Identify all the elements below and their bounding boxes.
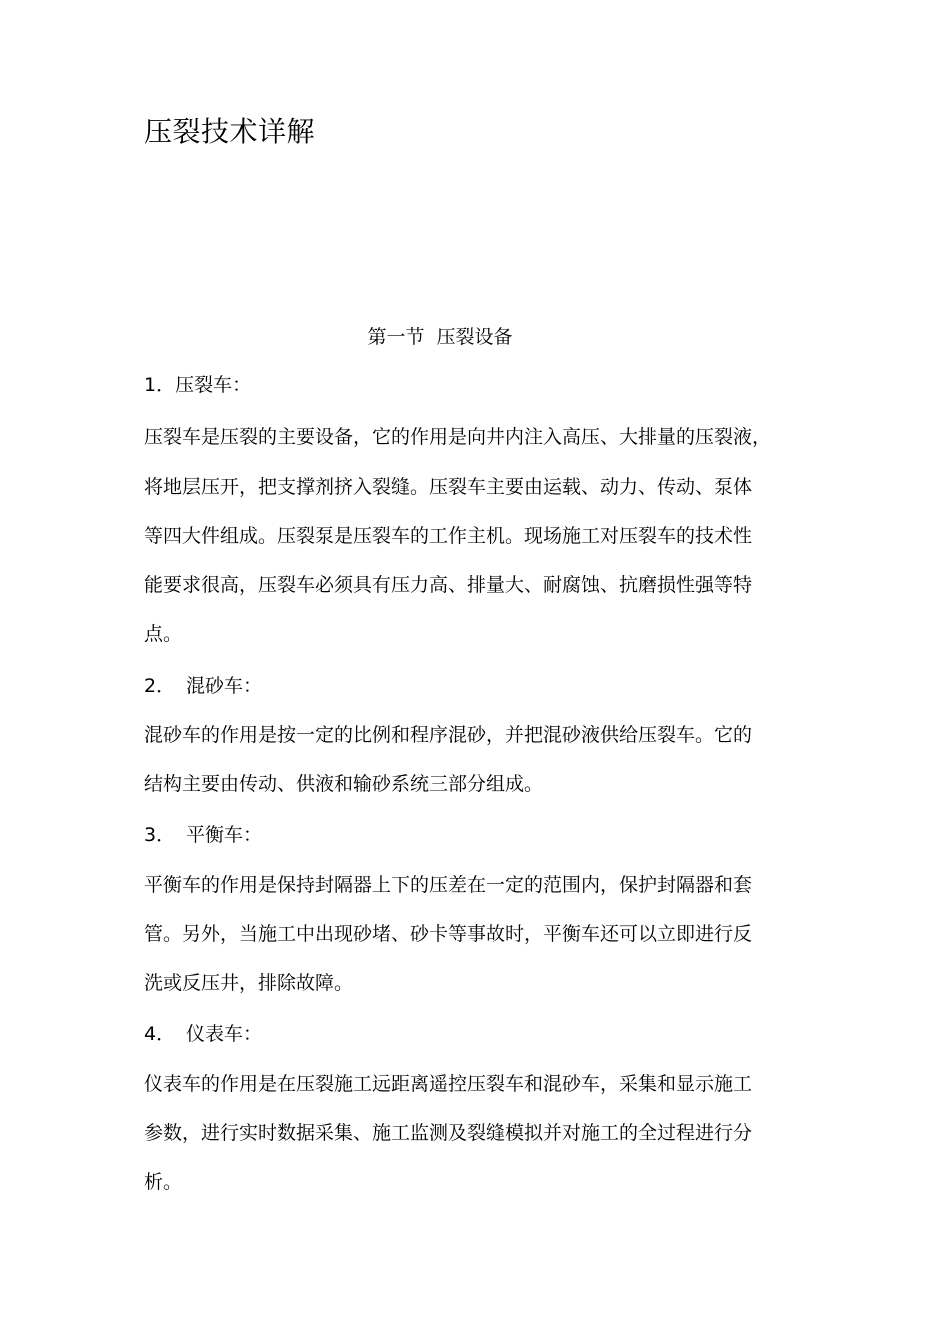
item-label: 平衡车： xyxy=(186,824,263,846)
paragraph-line: 平衡车的作用是保持封隔器上下的压差在一定的范围内，保护封隔器和套 xyxy=(144,874,753,896)
item-heading xyxy=(144,1020,262,1048)
item-number: 2． xyxy=(144,675,176,697)
item-number: 1． xyxy=(144,374,176,396)
paragraph-line: 管。另外，当施工中出现砂堵、砂卡等事故时，平衡车还可以立即进行反 xyxy=(144,923,753,945)
paragraph-line: 结构主要由传动、供液和输砂系统三部分组成。 xyxy=(144,773,544,795)
item-label: 混砂车： xyxy=(186,675,263,697)
item-heading xyxy=(144,821,262,849)
paragraph-line: 洗或反压井，排除故障。 xyxy=(144,972,354,994)
paragraph-line: 混砂车的作用是按一定的比例和程序混砂，并把混砂液供给压裂车。它的 xyxy=(144,724,753,746)
item-heading xyxy=(144,371,251,399)
item-number: 4． xyxy=(144,1023,176,1045)
section-title: 第一节 压裂设备 xyxy=(367,326,513,348)
paragraph-line: 等四大件组成。压裂泵是压裂车的工作主机。现场施工对压裂车的技术性 xyxy=(144,525,753,547)
item-label: 压裂车： xyxy=(175,374,252,396)
paragraph-line: 参数，进行实时数据采集、施工监测及裂缝模拟并对施工的全过程进行分 xyxy=(144,1122,753,1144)
document-title: 压裂技术详解 xyxy=(144,115,316,148)
paragraph-line: 将地层压开，把支撑剂挤入裂缝。压裂车主要由运载、动力、传动、泵体 xyxy=(144,476,753,498)
paragraph-line: 仪表车的作用是在压裂施工远距离遥控压裂车和混砂车，采集和显示施工 xyxy=(144,1073,753,1095)
item-label: 仪表车： xyxy=(186,1023,263,1045)
paragraph-line: 析。 xyxy=(144,1171,183,1193)
item-heading xyxy=(144,672,262,700)
paragraph-line: 能要求很高，压裂车必须具有压力高、排量大、耐腐蚀、抗磨损性强等特 xyxy=(144,574,753,596)
paragraph-line: 点。 xyxy=(144,623,183,645)
item-number: 3． xyxy=(144,824,176,846)
paragraph-line: 压裂车是压裂的主要设备，它的作用是向井内注入高压、大排量的压裂液， xyxy=(144,426,772,448)
